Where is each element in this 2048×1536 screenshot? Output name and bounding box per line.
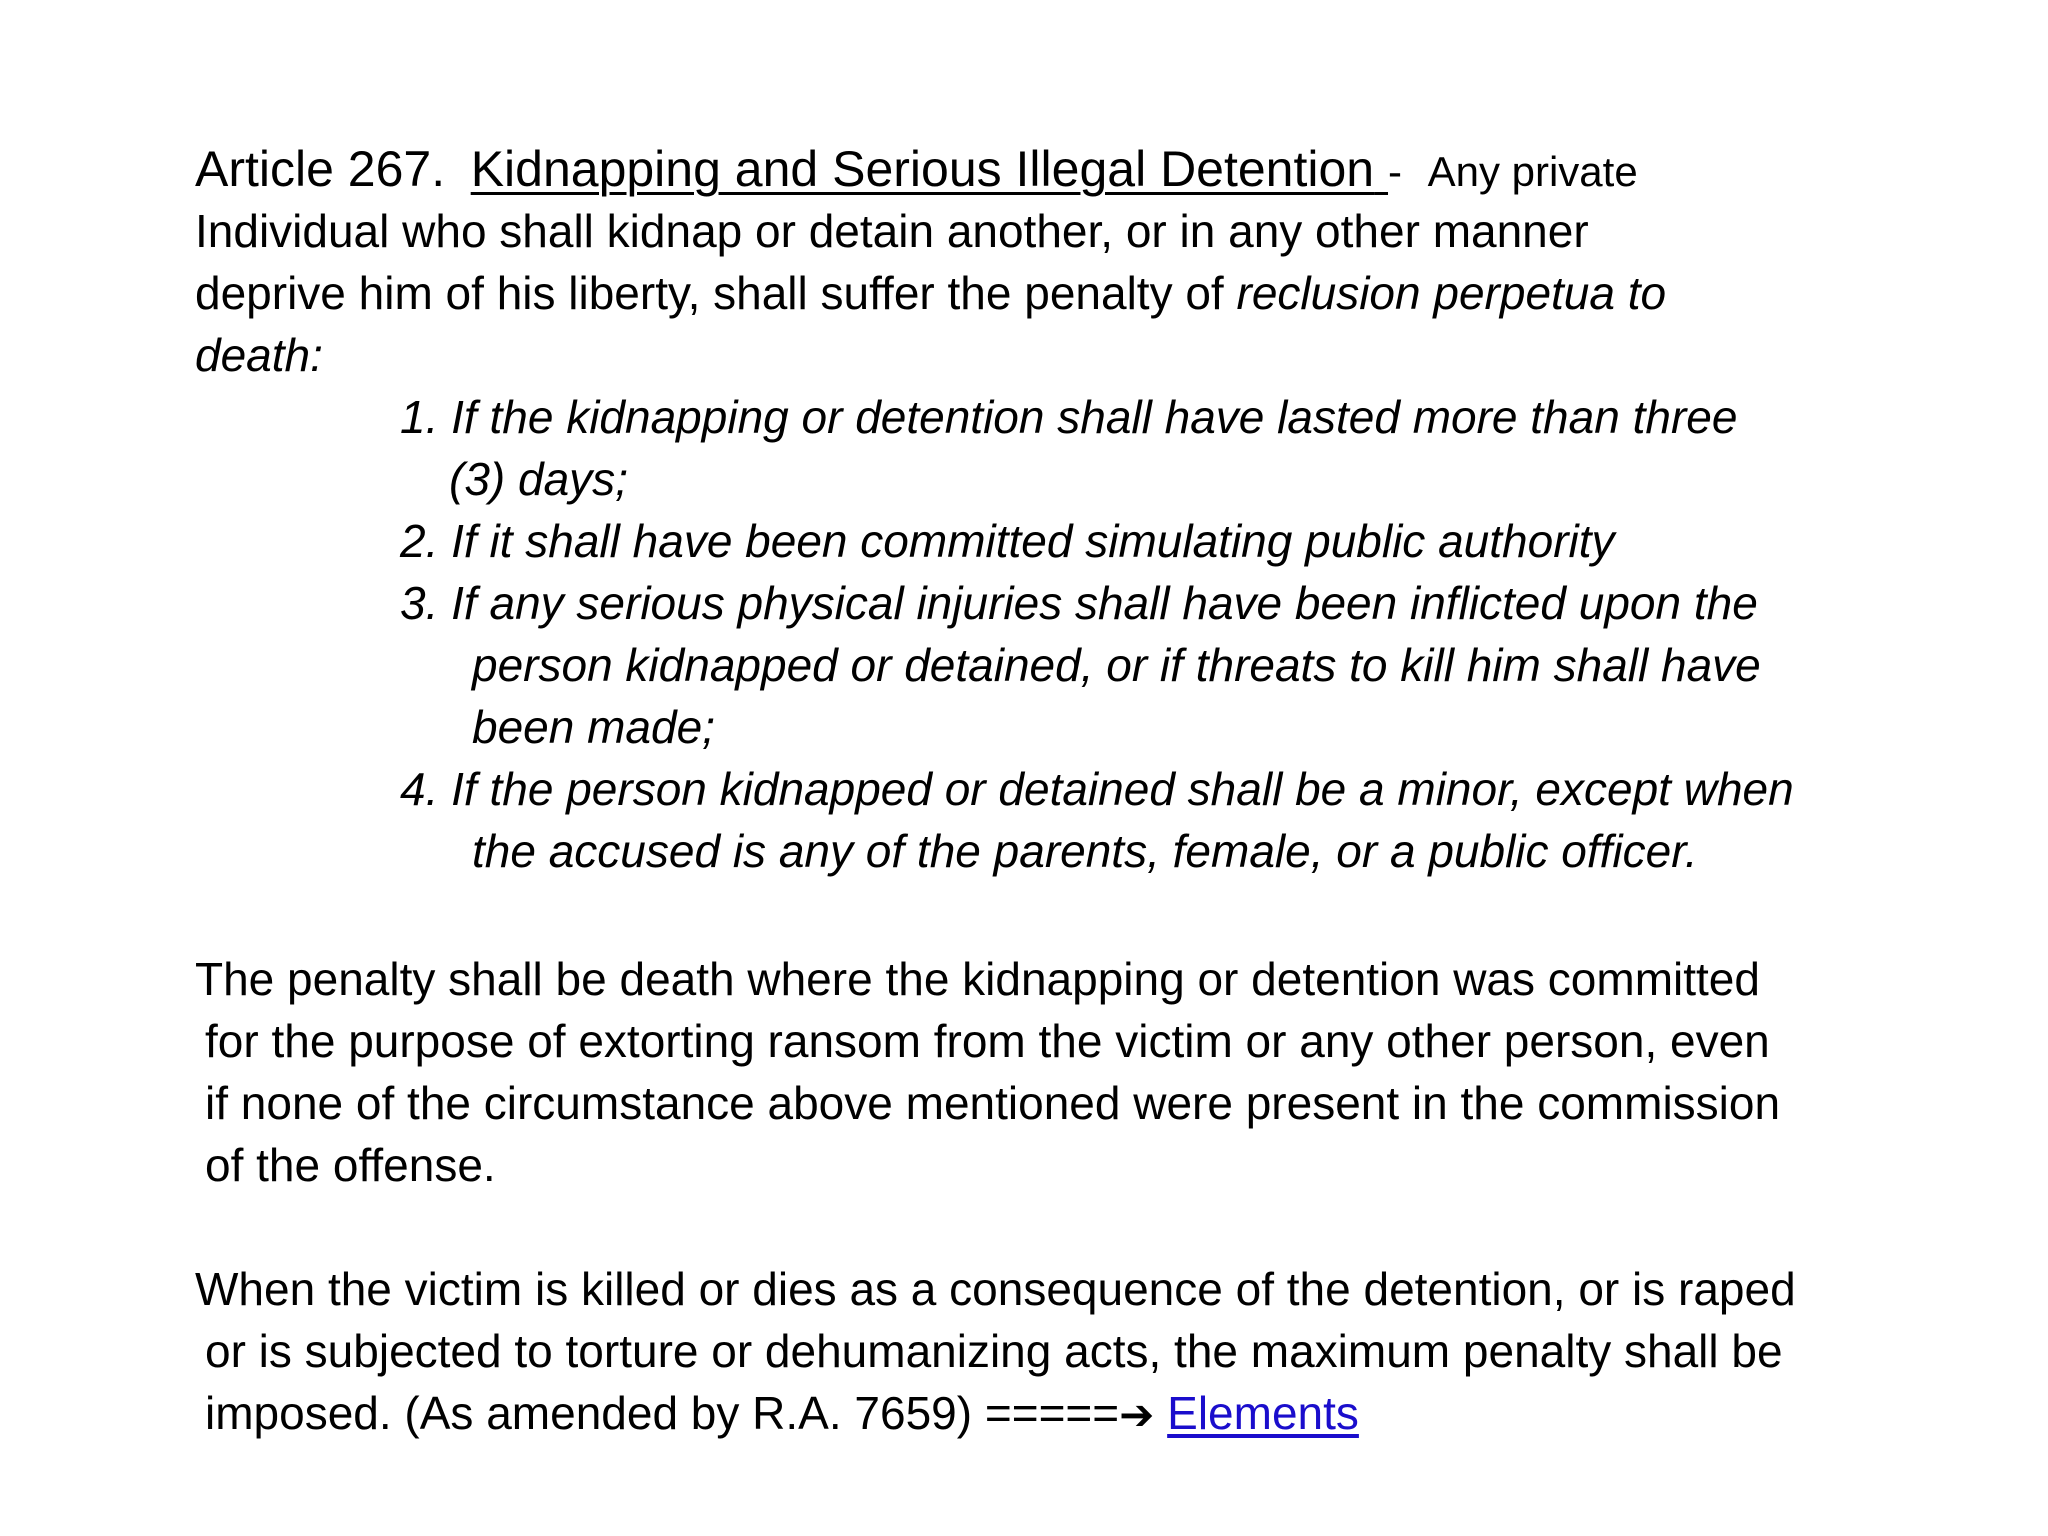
victim-line-2: or is subjected to torture or dehumanizing acts, the maximum penalty shall be (205, 1325, 1783, 1377)
victim-line-3 (195, 1382, 1895, 1444)
ransom-line-2: for the purpose of extorting ransom from the victim or any other person, even (205, 1015, 1770, 1067)
condition-1-line-2: (3) days; (449, 453, 628, 505)
article-intro (195, 138, 1895, 386)
victim-line-3-text: imposed. (As amended by R.A. 7659) ===== (205, 1387, 1120, 1439)
article-title: Kidnapping and Serious Illegal Detention (470, 141, 1375, 197)
right-arrow-icon: ➔ (1119, 1391, 1155, 1438)
condition-3-line-2: person kidnapped or detained, or if threats to kill him shall have (472, 639, 1761, 691)
article-intro-tail: Any private (1427, 148, 1638, 195)
conditions-list (195, 386, 1895, 882)
condition-3-line-1: 3. If any serious physical injuries shall have been inflicted upon the (400, 577, 1758, 629)
article-heading-line (195, 138, 1895, 200)
ransom-line-4: of the offense. (205, 1139, 496, 1191)
article-dash: - (1388, 148, 1403, 195)
paragraph-victim (195, 1258, 1895, 1444)
ransom-line-1: The penalty shall be death where the kidnapping or detention was committed (195, 953, 1760, 1005)
condition-4-line-2: the accused is any of the parents, female, or a public officer. (472, 825, 1698, 877)
article-intro-line-2: Individual who shall kidnap or detain another, or in any other manner (195, 205, 1589, 257)
ransom-line-3: if none of the circumstance above mentioned were present in the commission (205, 1077, 1781, 1129)
condition-4-line-1: 4. If the person kidnapped or detained shall be a minor, except when (400, 763, 1794, 815)
article-intro-line-3-text: deprive him of his liberty, shall suffer the penalty of (195, 267, 1237, 319)
condition-2-line-1: 2. If it shall have been committed simulating public authority (400, 515, 1615, 567)
condition-1-line-1: 1. If the kidnapping or detention shall have lasted more than three (400, 391, 1738, 443)
penalty-italic: reclusion perpetua to (1236, 267, 1667, 319)
elements-link[interactable]: Elements (1167, 1387, 1359, 1439)
paragraph-ransom (195, 948, 1895, 1196)
article-intro-line-4: death: (195, 329, 323, 381)
victim-line-1: When the victim is killed or dies as a consequence of the detention, or is raped (195, 1263, 1796, 1315)
condition-3-line-3: been made; (472, 701, 715, 753)
article-number: Article 267. (195, 141, 446, 197)
article-intro-line-3 (195, 262, 1895, 324)
